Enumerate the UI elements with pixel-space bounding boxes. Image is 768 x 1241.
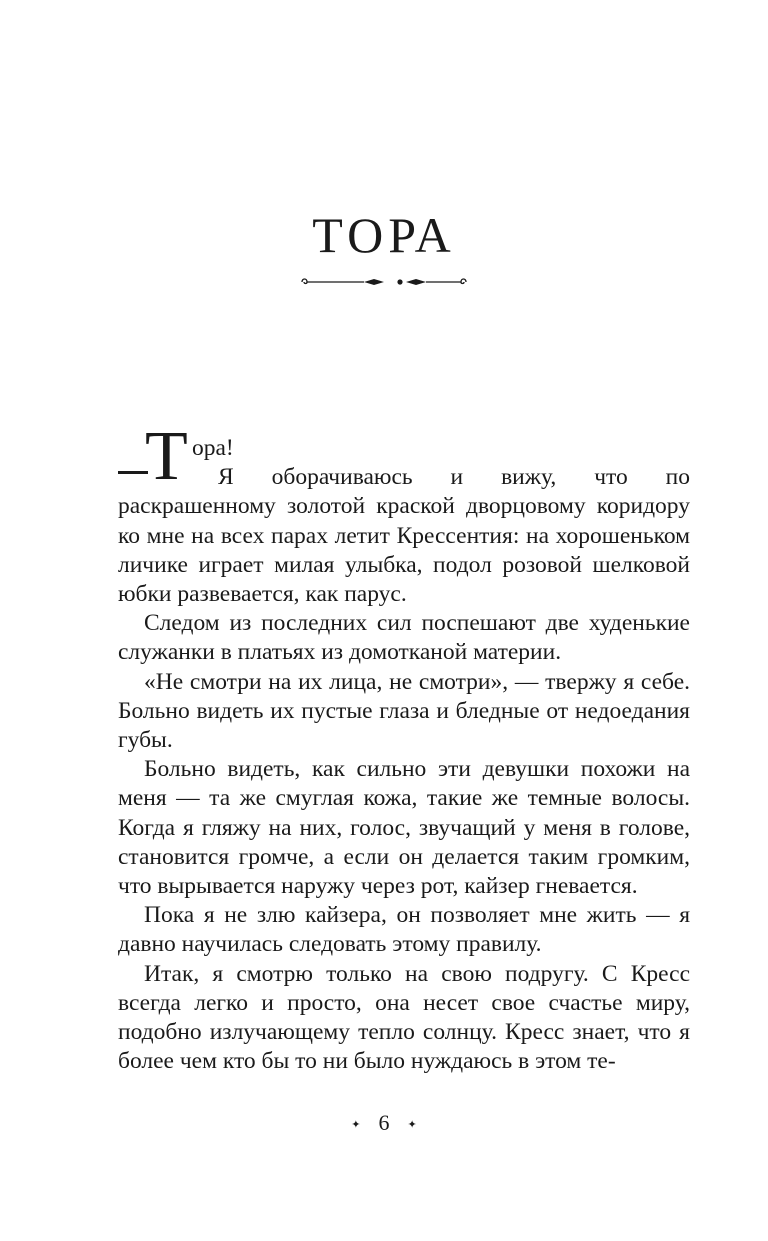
- paragraph-text: ора!: [192, 435, 234, 461]
- paragraph: Больно видеть, как сильно эти девушки похожи на меня — та же смуглая кожа, такие же темные волосы. Когда я гляжу на них, голос, звучащий у меня в голове, становится громче, а если он делается таким громким, что вырывается наружу через рот, кайзер гневается.: [118, 756, 690, 900]
- drop-cap: [118, 418, 190, 495]
- chapter-body: [118, 418, 690, 1076]
- opening-paragraph: [118, 418, 690, 495]
- page-footer: [0, 1108, 768, 1140]
- drop-cap-letter: Т: [145, 418, 188, 495]
- paragraph: «Не смотри на их лица, не смотри», — твержу я себе. Больно видеть их пустые глаза и бледные от недоедания губы.: [118, 668, 690, 754]
- right-star-icon: ✦: [407, 1118, 417, 1131]
- paragraph: Я оборачиваюсь и вижу, что по раскрашенному золотой краской дворцовому коридору ко мне на всех парах летит Крессентия: на хорошеньком личике играет милая улыбка, подол розовой шелковой юбки развевается, как парус.: [118, 464, 690, 608]
- paragraph: Пока я не злю кайзера, он позволяет мне жить — я давно научилась следовать этому правилу.: [118, 902, 690, 958]
- dialogue-dash: [118, 471, 148, 474]
- paragraph: Итак, я смотрю только на свою подругу. С Кресс всегда легко и просто, она несет свое счастье миру, подобно излучающему тепло солнцу. Кресс знает, что я более чем кто бы то ни было нуждаюсь в этом те-: [118, 960, 690, 1075]
- title-flourish-divider: [298, 272, 470, 292]
- page-number: 6: [378, 1110, 390, 1135]
- left-star-icon: ✦: [351, 1118, 361, 1131]
- chapter-title: ТОРА: [312, 207, 456, 263]
- paragraph: Следом из последних сил поспешают две худенькие служанки в платьях из домотканой материи.: [118, 610, 690, 666]
